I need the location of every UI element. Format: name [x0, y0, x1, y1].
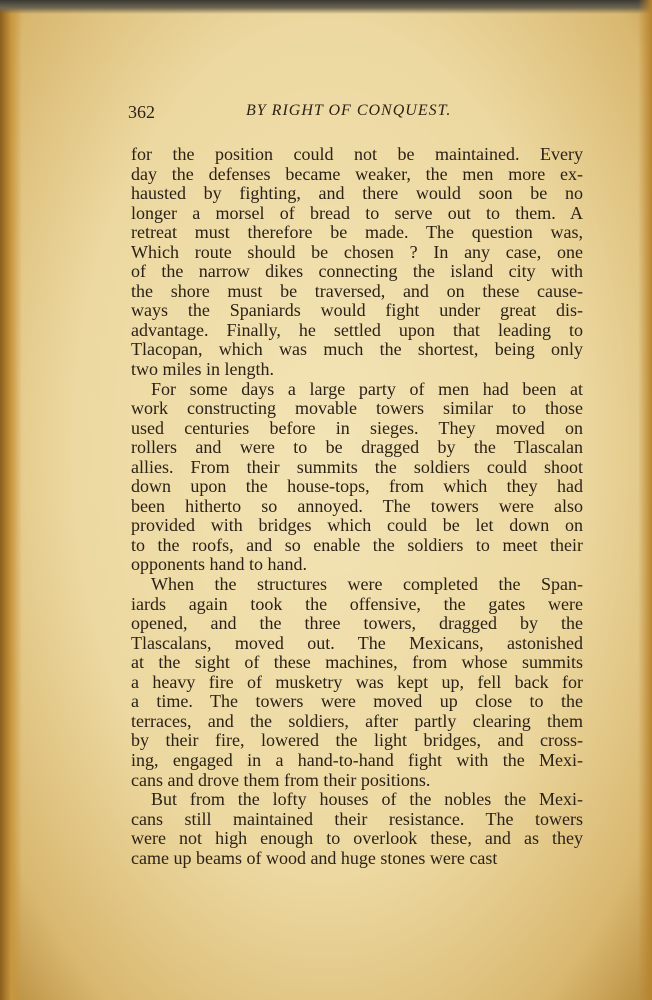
text-line: ways the Spaniards would fight under great dis-	[131, 300, 583, 321]
text-line: terraces, and the soldiers, after partly clearing them	[131, 710, 583, 731]
text-line: by their fire, lowered the light bridges, and cross-	[131, 730, 583, 751]
running-title: BY RIGHT OF CONQUEST.	[246, 102, 452, 119]
text-line: cans and drove them from their positions.	[131, 769, 431, 790]
text-line: down upon the house-tops, from which they had	[131, 476, 583, 497]
text-line: For some days a large party of men had been at	[151, 378, 583, 399]
text-line: Tlascalans, moved out. The Mexicans, astonished	[131, 632, 583, 653]
text-line: Which route should be chosen ? In any case, one	[131, 241, 583, 262]
body-text	[131, 145, 583, 868]
text-line: iards again took the offensive, the gates were	[131, 593, 583, 614]
text-line: two miles in length.	[131, 359, 274, 380]
text-line: allies. From their summits the soldiers could shoot	[131, 456, 583, 477]
text-line: When the structures were completed the Span-	[151, 574, 583, 595]
text-line: cans still maintained their resistance. The towers	[131, 808, 583, 829]
page-right-edge	[638, 0, 652, 1000]
page-gutter	[0, 0, 22, 1000]
text-line: day the defenses became weaker, the men more ex-	[131, 163, 583, 184]
text-line: rollers and were to be dragged by the Tlascalan	[131, 437, 583, 458]
page-top-edge	[0, 0, 652, 14]
text-line: advantage. Finally, he settled upon that leading to	[131, 319, 583, 340]
text-line: opponents hand to hand.	[131, 554, 307, 575]
text-line: a time. The towers were moved up close to the	[131, 691, 583, 712]
text-line: of the narrow dikes connecting the island city with	[131, 261, 583, 282]
text-line: Tlacopan, which was much the shortest, being only	[131, 339, 583, 360]
running-header	[128, 102, 583, 126]
text-line: a heavy fire of musketry was kept up, fell back for	[131, 671, 583, 692]
text-line: came up beams of wood and huge stones were cast	[131, 847, 498, 868]
text-line: longer a morsel of bread to serve out to them. A	[131, 202, 583, 223]
text-line: But from the lofty houses of the nobles the Mexi-	[151, 789, 583, 810]
text-line: to the roofs, and so enable the soldiers to meet their	[131, 534, 583, 555]
text-line: were not high enough to overlook these, and as they	[131, 828, 583, 849]
text-line: retreat must therefore be made. The question was,	[131, 222, 583, 243]
text-line: work constructing movable towers similar to those	[131, 398, 583, 419]
text-line: for the position could not be maintained. Every	[131, 144, 583, 164]
page-number: 362	[128, 102, 155, 122]
text-line: hausted by fighting, and there would soon be no	[131, 183, 583, 204]
text-line: ing, engaged in a hand-to-hand fight with the Mexi-	[131, 749, 583, 770]
text-line: at the sight of these machines, from whose summits	[131, 652, 583, 673]
text-line: been hitherto so annoyed. The towers were also	[131, 495, 583, 516]
text-line: used centuries before in sieges. They moved on	[131, 417, 583, 438]
text-line: opened, and the three towers, dragged by the	[131, 613, 583, 634]
text-line: the shore must be traversed, and on these cause-	[131, 280, 583, 301]
text-line: provided with bridges which could be let down on	[131, 515, 583, 536]
